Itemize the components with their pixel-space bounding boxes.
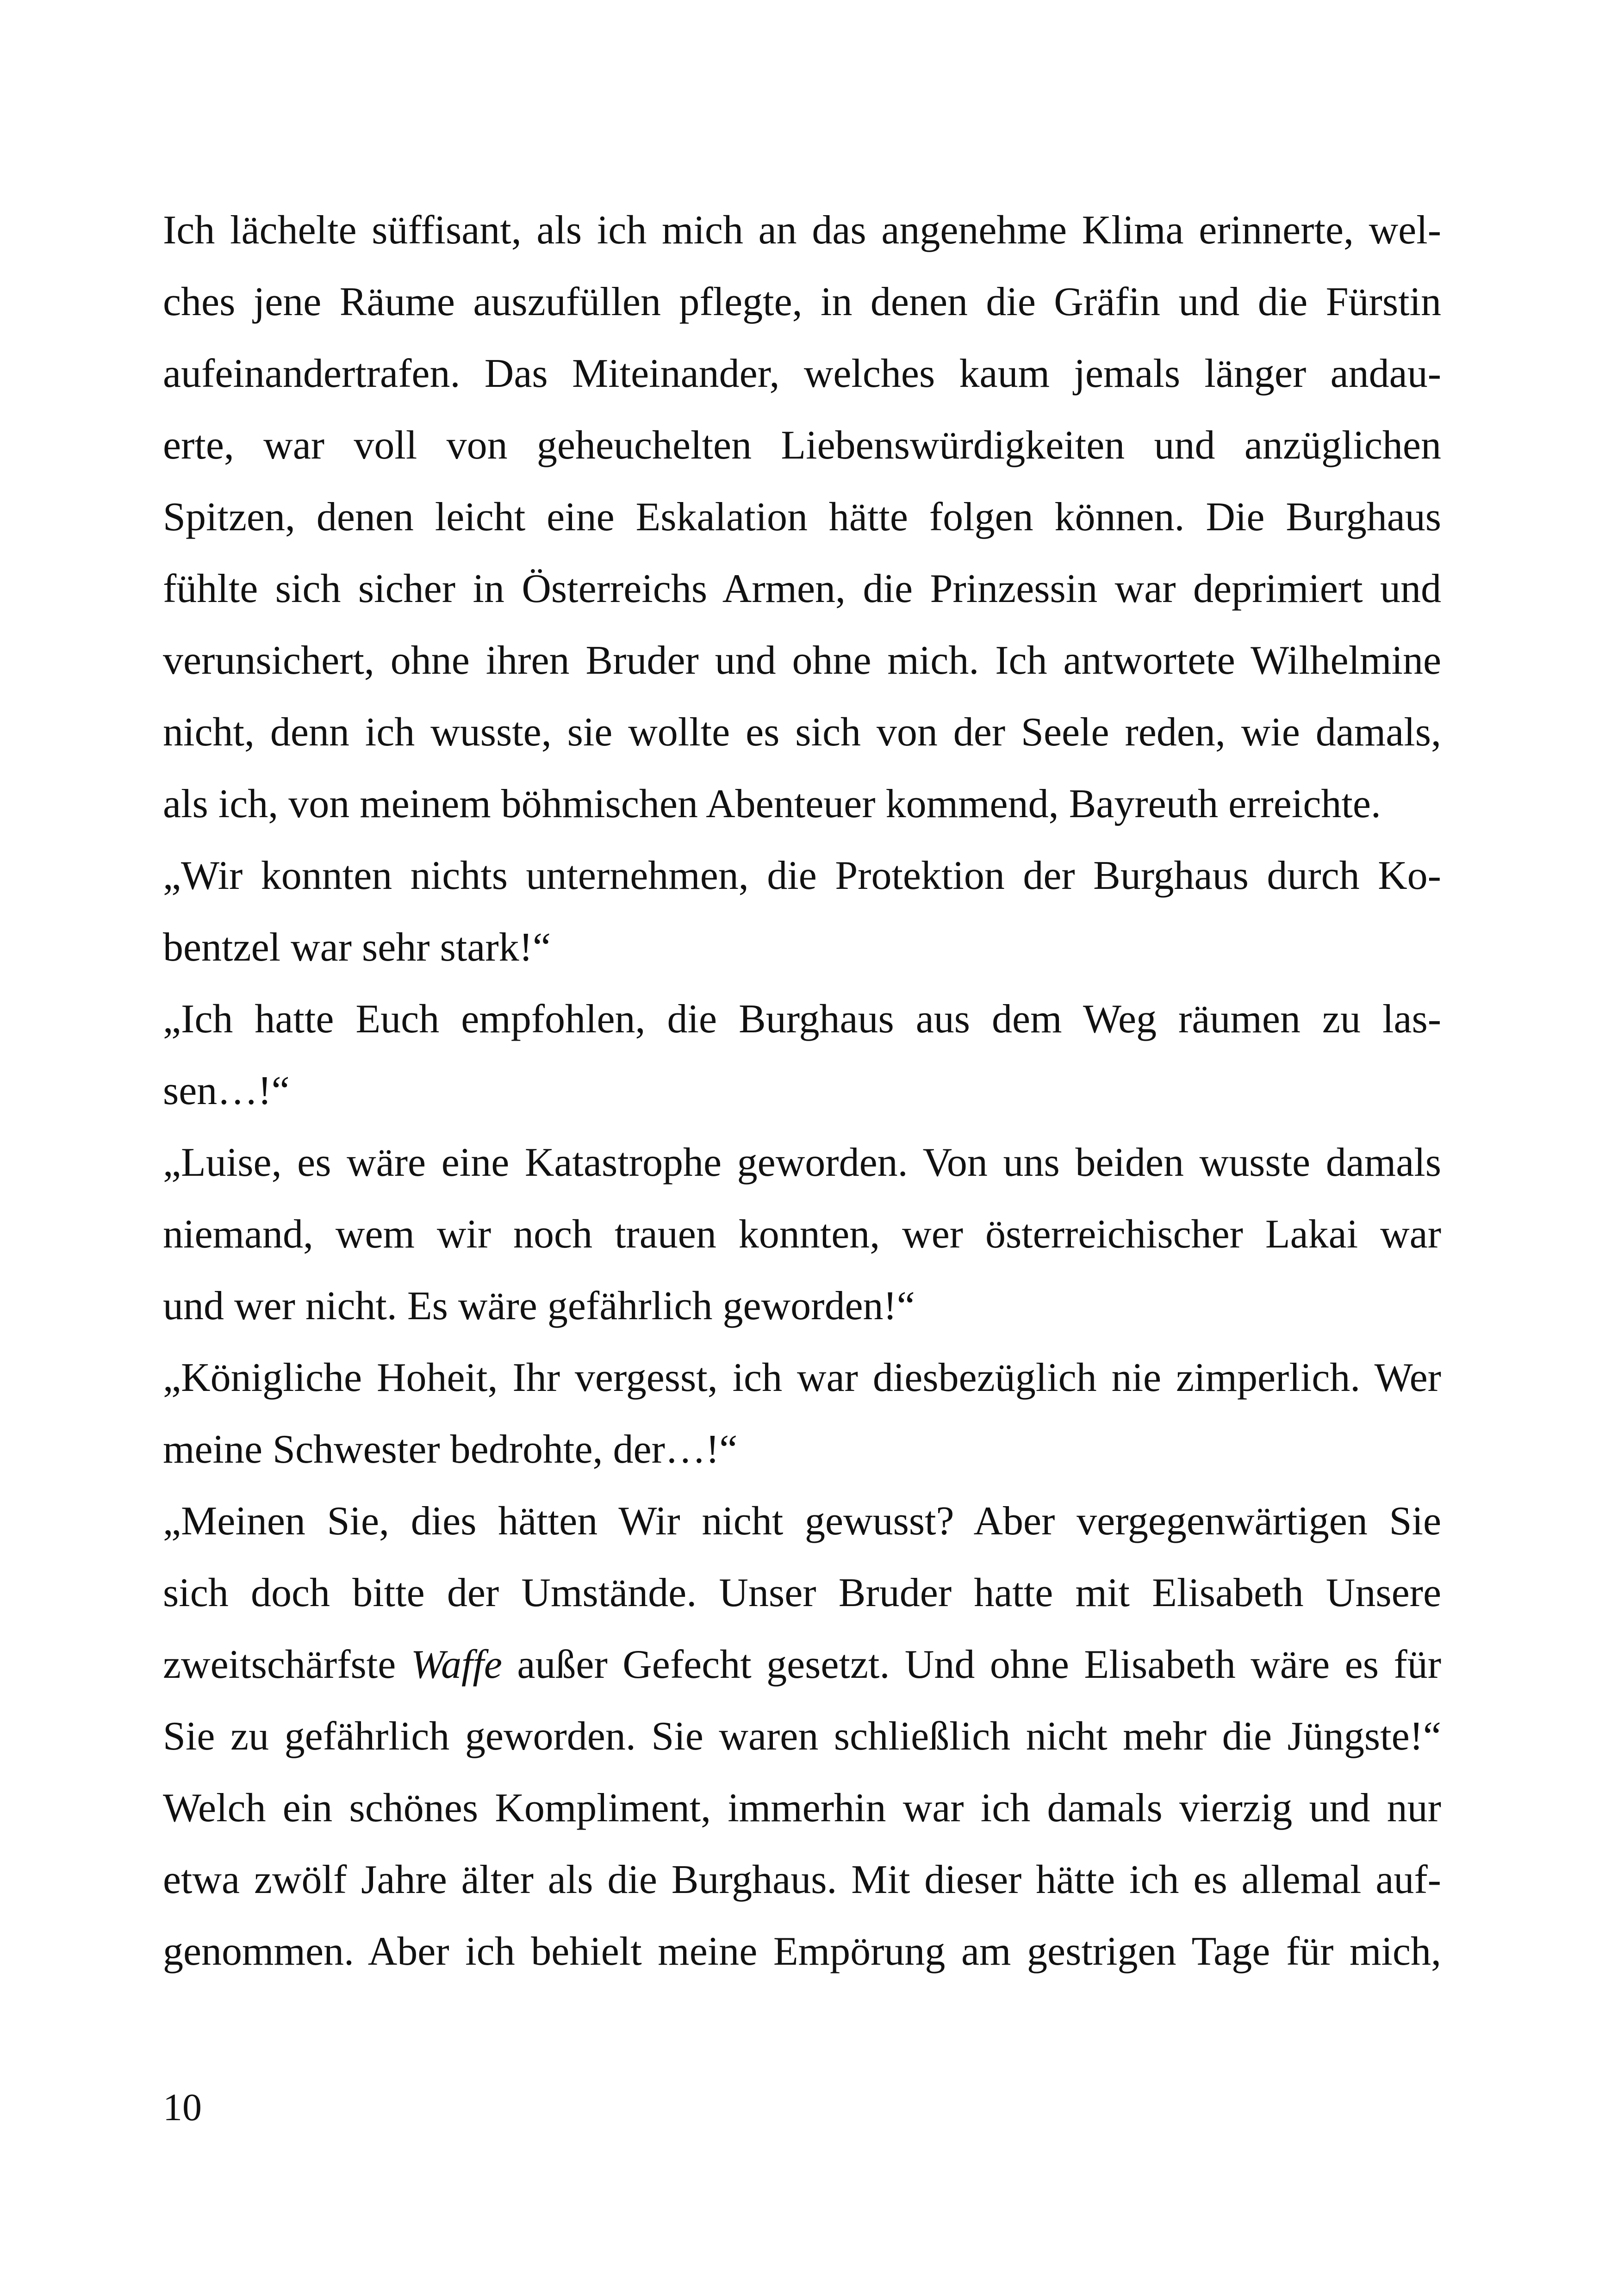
text-segment: außer Gefecht gesetzt. Und ohne Elisabeth wäre es für <box>502 1642 1442 1687</box>
page-number: 10 <box>163 2086 202 2129</box>
text-line: „Königliche Hoheit, Ihr vergesst, ich war diesbezüglich nie zimperlich. Wer <box>163 1355 1441 1400</box>
text-line: sen…!“ <box>163 1068 290 1113</box>
text-line: fühlte sich sicher in Österreichs Armen, die Prinzessin war deprimiert und <box>163 566 1441 611</box>
text-segment: zweitschärfste <box>163 1642 411 1687</box>
text-line: erte, war voll von geheuchelten Liebenswürdigkeiten und anzüglichen <box>163 423 1441 468</box>
text-line: „Wir konnten nichts unternehmen, die Protektion der Burghaus durch Ko- <box>163 853 1441 898</box>
text-line: Spitzen, denen leicht eine Eskalation hätte folgen können. Die Burghaus <box>163 495 1441 540</box>
text-line: „Ich hatte Euch empfohlen, die Burghaus aus dem Weg räumen zu las- <box>163 997 1441 1042</box>
text-line: bentzel war sehr stark!“ <box>163 925 551 970</box>
text-line: verunsichert, ohne ihren Bruder und ohne mich. Ich antwortete Wilhelmine <box>163 638 1441 683</box>
text-line: etwa zwölf Jahre älter als die Burghaus. Mit dieser hätte ich es allemal auf- <box>163 1857 1441 1902</box>
italic-word: Waffe <box>411 1642 502 1687</box>
text-line: niemand, wem wir noch trauen konnten, wer österreichischer Lakai war <box>163 1212 1441 1257</box>
text-line: genommen. Aber ich behielt meine Empörung am gestrigen Tage für mich, <box>163 1929 1441 1974</box>
text-line: Sie zu gefährlich geworden. Sie waren schließlich nicht mehr die Jüngste!“ <box>163 1714 1441 1759</box>
text-line: Ich lächelte süffisant, als ich mich an das angenehme Klima erinnerte, wel- <box>163 208 1441 253</box>
text-line: als ich, von meinem böhmischen Abenteuer kommend, Bayreuth erreichte. <box>163 782 1381 826</box>
text-line: „Meinen Sie, dies hätten Wir nicht gewusst? Aber vergegenwärtigen Sie <box>163 1499 1441 1544</box>
text-line: nicht, denn ich wusste, sie wollte es sich von der Seele reden, wie damals, <box>163 710 1441 755</box>
body-text <box>163 194 1441 1987</box>
text-line: ches jene Räume auszufüllen pflegte, in denen die Gräfin und die Fürstin <box>163 279 1441 324</box>
text-line: „Luise, es wäre eine Katastrophe geworden. Von uns beiden wusste damals <box>163 1140 1441 1185</box>
text-line: sich doch bitte der Umstände. Unser Bruder hatte mit Elisabeth Unsere <box>163 1570 1441 1615</box>
text-line: aufeinandertrafen. Das Miteinander, welches kaum jemals länger andau- <box>163 351 1441 396</box>
text-line: meine Schwester bedrohte, der…!“ <box>163 1427 738 1472</box>
text-line: Welch ein schönes Kompliment, immerhin war ich damals vierzig und nur <box>163 1786 1441 1831</box>
text-line-with-italic <box>163 1629 1441 1700</box>
text-line: und wer nicht. Es wäre gefährlich geworden!“ <box>163 1284 915 1328</box>
